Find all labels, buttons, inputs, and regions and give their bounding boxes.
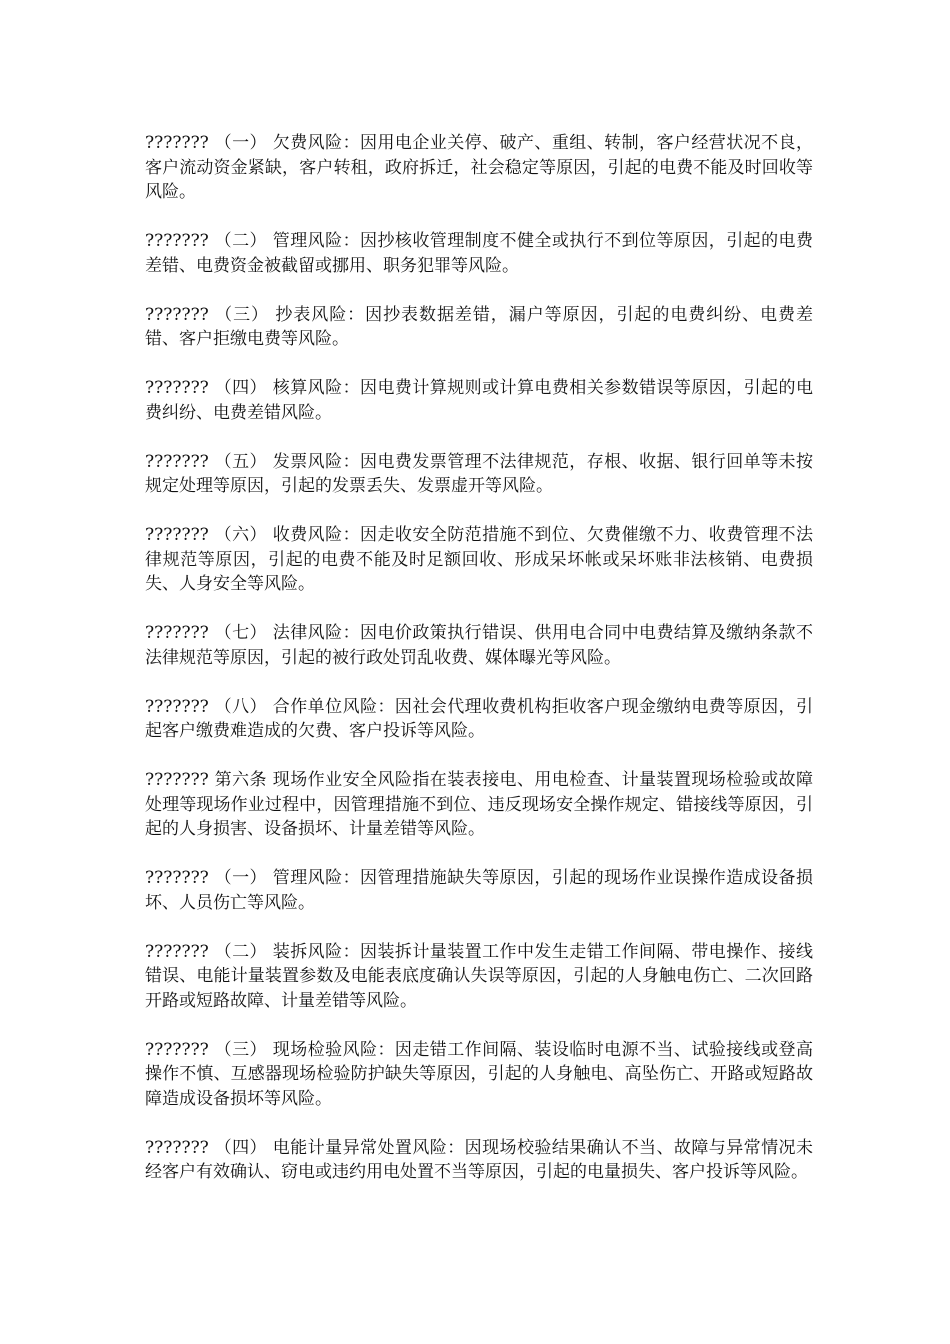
- paragraph-legal-risk: ??????? （七） 法律风险：因电价政策执行错误、供用电合同中电费结算及缴纳条款不法律规范等原因，引起的被行政处罚乱收费、媒体曝光等风险。: [145, 623, 813, 668]
- document-body: [145, 131, 813, 1209]
- paragraph-fee-collection-risk: ??????? （六） 收费风险：因走收安全防范措施不到位、欠费催缴不力、收费管理不法律规范等原因，引起的电费不能及时足额回收、形成呆坏帐或呆坏账非法核销、电费损失、人身安全等风险。: [145, 525, 813, 594]
- paragraph-partner-risk: ??????? （八） 合作单位风险：因社会代理收费机构拒收客户现金缴纳电费等原因，引起客户缴费难造成的欠费、客户投诉等风险。: [145, 696, 813, 741]
- paragraph-installation-risk: ??????? （二） 装拆风险：因装拆计量装置工作中发生走错工作间隔、带电操作、接线错误、电能计量装置参数及电能表底度确认失误等原因，引起的人身触电伤亡、二次回路开路或短路故障、计量差错等风险。: [145, 941, 813, 1011]
- paragraph-management-risk: ??????? （二） 管理风险：因抄核收管理制度不健全或执行不到位等原因，引起的电费差错、电费资金被截留或挪用、职务犯罪等风险。: [145, 231, 813, 276]
- paragraph-site-inspection-risk: ??????? （三） 现场检验风险：因走错工作间隔、装设临时电源不当、试验接线或登高操作不慎、互感器现场检验防护缺失等原因，引起的人身触电、高坠伤亡、开路或短路故障造成设备损坏等风险。: [145, 1039, 813, 1109]
- paragraph-arrears-risk: ??????? （一） 欠费风险：因用电企业关停、破产、重组、转制，客户经营状况不良，客户流动资金紧缺，客户转租，政府拆迁，社会稳定等原因，引起的电费不能及时回收等风险。: [145, 133, 813, 202]
- paragraph-accounting-risk: ??????? （四） 核算风险：因电费计算规则或计算电费相关参数错误等原因，引起的电费纠纷、电费差错风险。: [145, 378, 813, 423]
- paragraph-site-management-risk: ??????? （一） 管理风险：因管理措施缺失等原因，引起的现场作业误操作造成设备损坏、人员伤亡等风险。: [145, 868, 813, 913]
- paragraph-invoice-risk: ??????? （五） 发票风险：因电费发票管理不法律规范，存根、收据、银行回单等未按规定处理等原因，引起的发票丢失、发票虚开等风险。: [145, 451, 813, 496]
- paragraph-article-six: ??????? 第六条 现场作业安全风险指在装表接电、用电检查、计量装置现场检验或故障处理等现场作业过程中，因管理措施不到位、违反现场安全操作规定、错接线等原因，引起的人身损害、设备损坏、计量差错等风险。: [145, 770, 813, 839]
- paragraph-meter-reading-risk: ??????? （三） 抄表风险：因抄表数据差错，漏户等原因，引起的电费纠纷、电费差错、客户拒缴电费等风险。: [145, 304, 813, 349]
- paragraph-metering-anomaly-risk: ??????? （四） 电能计量异常处置风险：因现场校验结果确认不当、故障与异常情况未经客户有效确认、窃电或违约用电处置不当等原因，引起的电量损失、客户投诉等风险。: [145, 1137, 813, 1182]
